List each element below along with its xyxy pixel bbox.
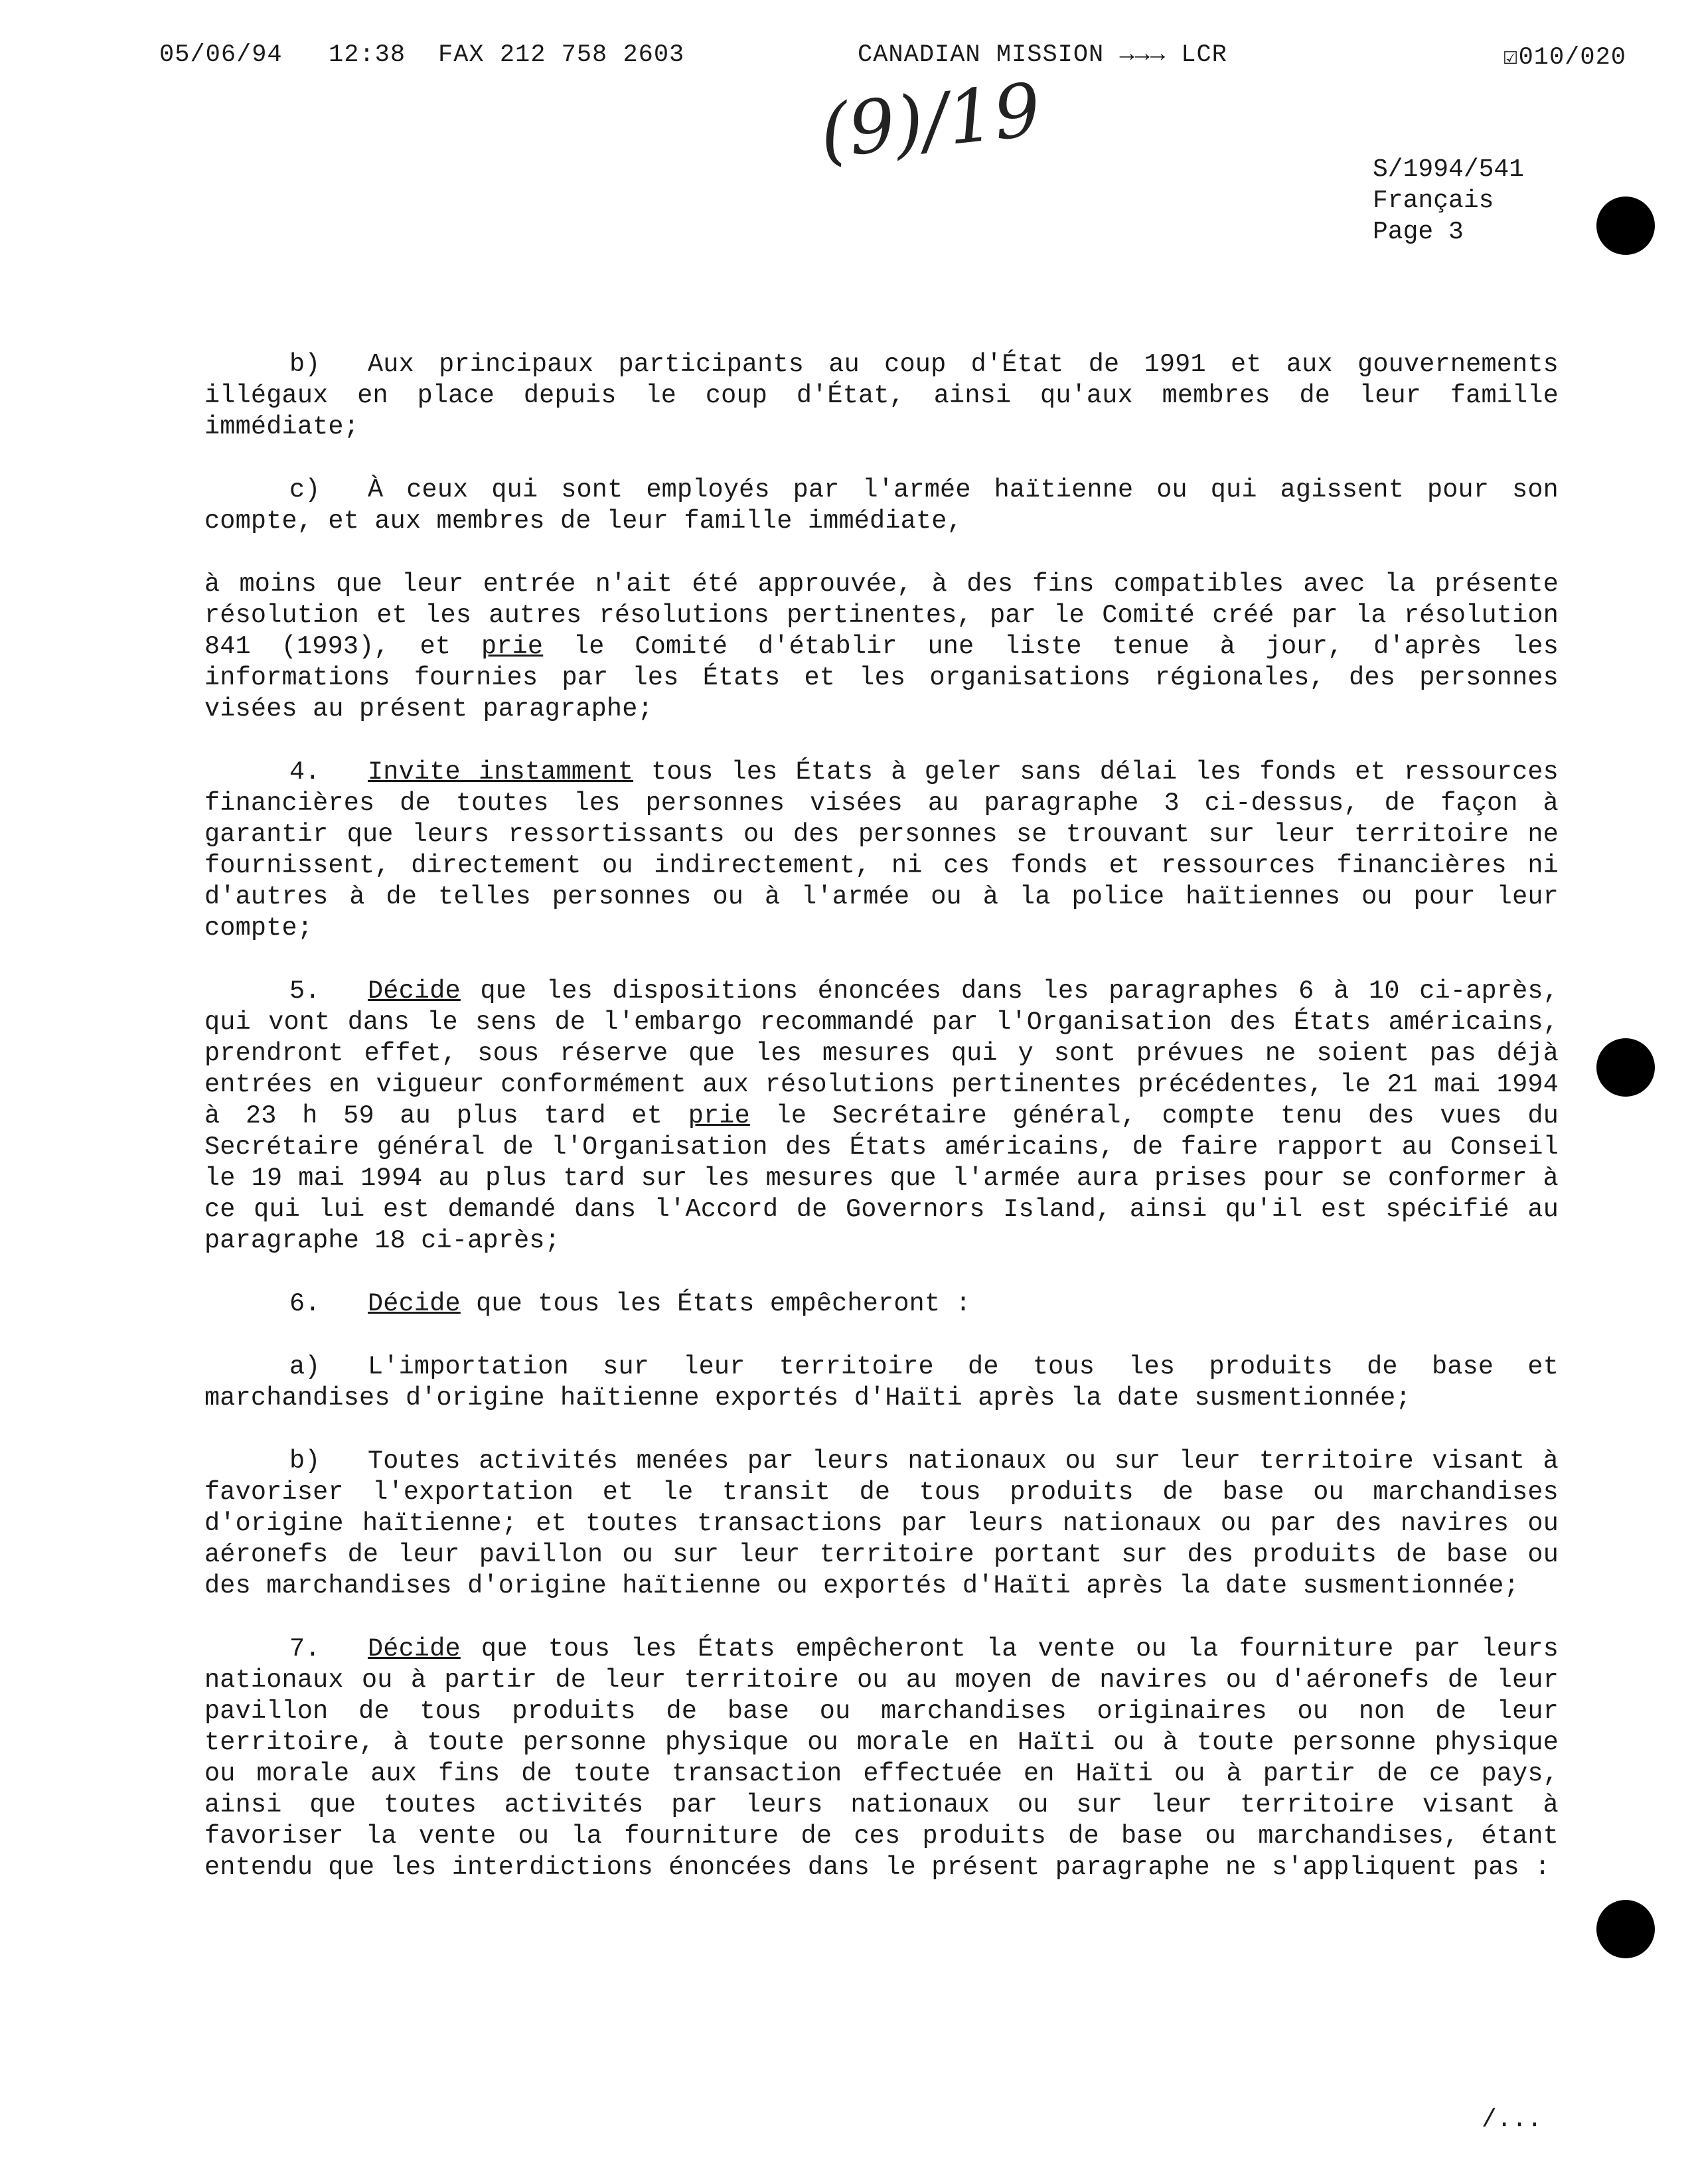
punch-hole [1596,1038,1655,1097]
paragraph-number: b) [289,350,321,379]
paragraph-text: tous les États à geler sans délai les fonds et ressources financières de toutes les personnes visées au paragraphe 3 ci-dessus, de façon à garantir que leurs ressortissants ou des personnes se trouvant sur leur territoire ne fournissent, directement ou indirectement, ni ces fonds et ressources financières ni d'autres à de telles personnes ou à l'armée ou à la police haïtiennes ou pour leur compte; [204,757,1559,943]
paragraph-number: c) [289,475,321,505]
paragraph-number: 5. [289,976,321,1006]
paragraph-text: À ceux qui sont employés par l'armée haïtienne ou qui agissent pour son compte, et aux membres de leur famille immédiate, [204,475,1559,536]
paragraph-5 [204,976,1559,1257]
paragraph-3-closing [204,569,1559,725]
paragraph-number: 6. [289,1289,321,1318]
fax-sender: CANADIAN MISSION →→→ LCR [858,41,1227,69]
operative-keyword: Décide [368,1289,461,1318]
punch-hole [1596,1900,1655,1958]
paragraph-3b [204,349,1559,443]
paragraph-text: Toutes activités menées par leurs nationaux ou sur leur territoire visant à favoriser l'exportation et le transit de tous produits de base ou marchandises d'origine haïtienne; et toutes transactions par leurs nationaux ou par des navires ou aéronefs de leur pavillon ou sur leur territoire portant sur des produits de base ou des marchandises d'origine haïtienne ou exportés d'Haïti après la date susmentionnée; [204,1446,1559,1600]
paragraph-text: le Secrétaire général, compte tenu des vues du Secrétaire général de l'Organisation des États américains, de faire rapport au Conseil le 19 mai 1994 au plus tard sur les mesures que l'armée aura prises pour se conformer à ce qui lui est demandé dans l'Accord de Governors Island, ainsi qu'il est spécifié au paragraphe 18 ci-après; [204,1101,1559,1255]
paragraph-number: a) [289,1352,321,1381]
operative-keyword: Décide [368,976,461,1006]
document-reference [1373,154,1524,248]
paragraph-6a [204,1352,1559,1414]
fax-date: 05/06/94 [159,41,283,69]
fax-header [159,41,1626,74]
paragraph-text: que les dispositions énoncées dans les paragraphes 6 à 10 ci-après, qui vont dans le sens de l'embargo recommandé par l'Organisation des États américains, prendront effet, sous réserve que les mesures qui y sont prévues ne soient pas déjà entrées en vigueur conformément aux résolutions pertinentes précédentes, le 21 mai 1994 à 23 h 59 au plus tard et [204,976,1559,1131]
paragraph-number: b) [289,1446,321,1476]
document-page: Page 3 [1373,218,1464,246]
punch-hole [1596,196,1655,255]
operative-keyword: prie [688,1101,750,1131]
operative-keyword: prie [481,632,544,661]
paragraph-number: 4. [289,757,321,787]
paragraph-number: 7. [289,1634,321,1664]
paragraph-text: Aux principaux participants au coup d'État de 1991 et aux gouvernements illégaux en place depuis le coup d'État, ainsi qu'aux membres de leur famille immédiate; [204,350,1559,441]
operative-keyword: Décide [368,1634,461,1664]
fax-page-counter: ☑010/020 [1503,44,1626,72]
paragraph-text: que tous les États empêcheront : [460,1289,971,1318]
paragraph-text: le Comité d'établir une liste tenue à jour, d'après les informations fournies par les États et les organisations régionales, des personnes visées au présent paragraphe; [204,632,1559,724]
operative-keyword: Invite instamment [368,757,634,787]
paragraph-text: L'importation sur leur territoire de tous les produits de base et marchandises d'origine haïtienne exportés d'Haïti après la date susmentionnée; [204,1352,1559,1413]
continuation-mark: /... [1482,2106,1543,2134]
paragraph-6 [204,1288,1559,1320]
paragraph-text: que tous les États empêcheront la vente ou la fourniture par leurs nationaux ou à partir de leur territoire ou au moyen de navires ou d'aéronefs de leur pavillon de tous produits de base ou marchandises originaires ou non de leur territoire, à toute personne physique ou morale en Haïti ou à toute personne physique ou morale aux fins de toute transaction effectuée en Haïti ou à partir de ce pays, ainsi que toutes activités par leurs nationaux ou sur leur territoire visant à favoriser la vente ou la fourniture de ces produits de base ou marchandises, étant entendu que les interdictions énoncées dans le présent paragraphe ne s'appliquent pas : [204,1634,1559,1882]
paragraph-7 [204,1634,1559,1883]
document-language: Français [1373,187,1494,215]
fax-number: FAX 212 758 2603 [438,41,685,69]
paragraph-text: à moins que leur entrée n'ait été approuvée, à des fins compatibles avec la présente résolution et les autres résolutions pertinentes, par le Comité créé par la résolution 841 (1993), et [204,570,1559,661]
paragraph-3c [204,475,1559,537]
handwritten-page-note: (9)/19 [816,66,1045,175]
resolution-body [204,349,1559,1915]
paragraph-6b [204,1446,1559,1602]
fax-time: 12:38 [329,41,406,69]
paragraph-4 [204,757,1559,944]
document-symbol: S/1994/541 [1373,155,1525,184]
